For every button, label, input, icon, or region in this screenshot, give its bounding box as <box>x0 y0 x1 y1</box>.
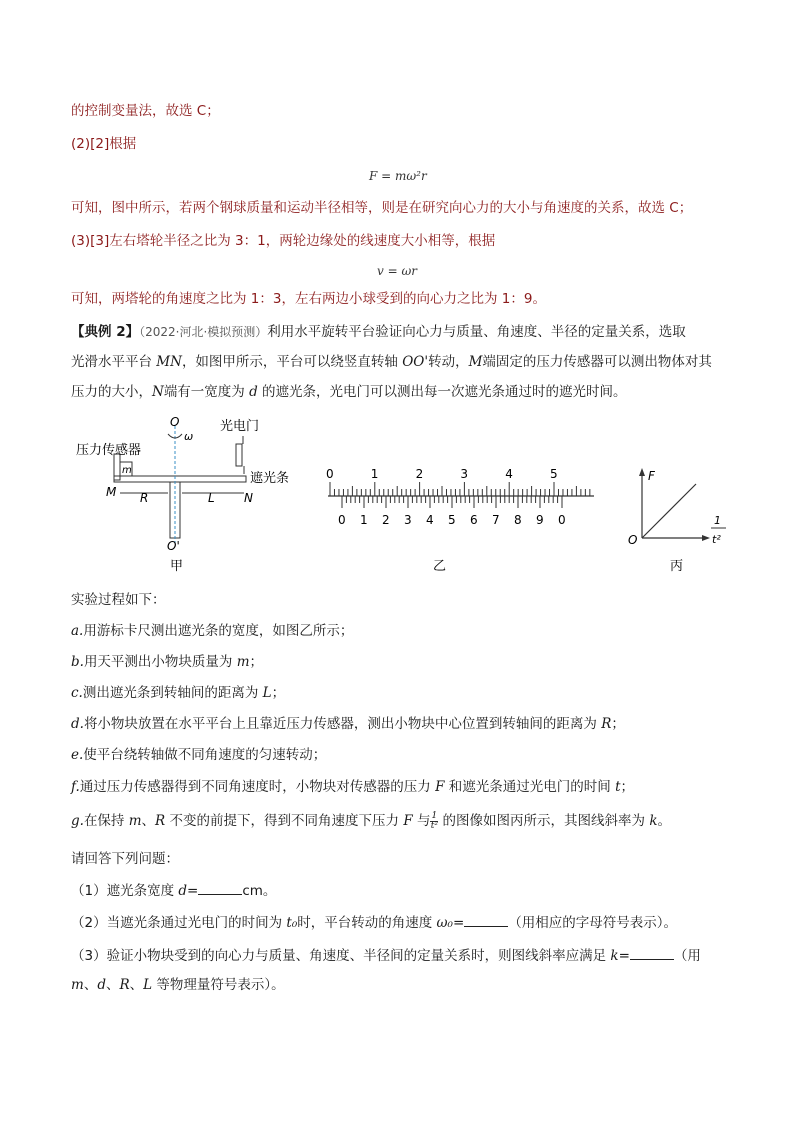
main-scale-ticks <box>330 482 590 496</box>
var-F-g: F <box>403 813 413 829</box>
var-m-end: M <box>468 354 483 370</box>
var-m: m <box>236 654 250 670</box>
label-m: m <box>122 465 132 476</box>
step-a-text: 用游标卡尺测出遮光条的宽度，如图乙所示； <box>83 623 354 639</box>
vernier-scale-label: 6 <box>470 513 478 527</box>
var-oo: OO' <box>402 354 429 370</box>
figure-jia <box>76 415 289 574</box>
example-line-2 <box>71 352 712 372</box>
vernier-scale-ticks <box>342 496 562 508</box>
step-d-text: 将小物块放置在水平平台上且靠近压力传感器，测出小物块中心位置到转轴间的距离为 <box>83 716 602 732</box>
label-L: L <box>208 491 215 505</box>
q3-sep-3: 、 <box>129 977 144 993</box>
axis-x-arrow <box>702 535 710 541</box>
solution-line-4: (3)[3]左右塔轮半径之比为 3：1，两轮边缘处的线速度大小相等，根据 <box>71 233 496 249</box>
platform <box>114 476 246 482</box>
solution-line-2: (2)[2]根据 <box>71 136 137 152</box>
solution-line-3: 可知，图中所示，若两个钢球质量和运动半径相等，则是在研究向心力的大小与角速度的关系，故选 C； <box>71 200 693 216</box>
q3-var-k: k <box>610 948 619 964</box>
caption-jia: 甲 <box>170 559 184 574</box>
q2-eq: = <box>452 915 465 931</box>
q2-var-t0: t₀ <box>286 915 298 931</box>
question-1 <box>71 881 276 901</box>
q3-var-m: m <box>71 977 84 993</box>
label-omega: ω <box>184 430 194 443</box>
step-e <box>71 745 326 765</box>
q2-text-b: 时，平台转动的角速度 <box>297 915 437 931</box>
step-g-c: 不变的前提下，得到不同角速度下压力 <box>165 813 404 829</box>
q2-var-omega0: ω₀ <box>436 915 453 931</box>
label-x-num: 1 <box>714 514 721 527</box>
var-d: d <box>249 384 258 400</box>
example-text-3c: 的遮光条，光电门可以测出每一次遮光条通过时的遮光时间。 <box>257 384 627 400</box>
step-e-label: e. <box>71 747 84 763</box>
step-g-a: 在保持 <box>83 813 129 829</box>
var-mn: MN <box>156 354 182 370</box>
example-text-1: 利用水平旋转平台验证向心力与质量、角速度、半径的定量关系，选取 <box>267 324 686 340</box>
label-F: F <box>648 469 655 483</box>
main-scale-label: 3 <box>460 467 469 481</box>
example-text-2b: ，如图甲所示，平台可以绕竖直转轴 <box>181 354 403 370</box>
var-k: k <box>649 813 658 829</box>
label-strip: 遮光条 <box>250 471 290 486</box>
label-sensor: 压力传感器 <box>76 443 142 458</box>
process-intro: 实验过程如下： <box>71 592 166 608</box>
caption-bing: 丙 <box>670 559 684 574</box>
q3-note-end: 等物理量符号表示）。 <box>152 977 285 993</box>
question-2 <box>71 913 677 933</box>
step-f-label: f. <box>71 779 80 795</box>
vernier-scale-label: 8 <box>514 513 522 527</box>
vernier-scale-label: 9 <box>536 513 544 527</box>
example-text-2a: 光滑水平平台 <box>71 354 157 370</box>
formula-centripetal: F = mω²r <box>369 169 427 183</box>
var-t: t <box>615 779 621 795</box>
label-R: R <box>140 491 149 505</box>
caption-yi: 乙 <box>433 559 447 574</box>
step-b-text: 用天平测出小物块质量为 <box>83 654 237 670</box>
step-g <box>71 811 671 831</box>
q3-var-d: d <box>97 977 106 993</box>
example-line-1 <box>71 322 686 342</box>
q2-text: （2）当遮光条通过光电门的时间为 <box>71 915 287 931</box>
step-c <box>71 683 285 703</box>
example-text-2d: 端固定的压力传感器可以测出物体对其 <box>482 354 712 370</box>
main-scale-label: 4 <box>505 467 513 481</box>
formula-velocity: v = ωr <box>377 264 417 278</box>
step-d-label: d. <box>71 716 84 732</box>
solution-line-1: 的控制变量法，故选 C； <box>71 103 220 119</box>
step-a-label: a. <box>71 623 84 639</box>
gate-left <box>236 444 242 466</box>
q3-sep-1: 、 <box>83 977 98 993</box>
example-line-3 <box>71 382 627 402</box>
var-n-end: N <box>152 384 164 400</box>
label-N: N <box>244 491 253 505</box>
main-scale-labels <box>326 467 558 481</box>
step-f-text: 通过压力传感器得到不同角速度时，小物块对传感器的压力 <box>79 779 436 795</box>
step-g-b: 、 <box>141 813 156 829</box>
step-f <box>71 777 634 797</box>
step-f-mid: 和遮光条通过光电门的时间 <box>444 779 616 795</box>
data-line <box>642 484 696 538</box>
q1-unit: cm。 <box>242 883 277 899</box>
vernier-scale-label: 4 <box>426 513 434 527</box>
step-d <box>71 714 625 734</box>
q3-answer-blank[interactable] <box>630 946 674 960</box>
vernier-scale-label: 1 <box>360 513 368 527</box>
q2-answer-blank[interactable] <box>464 913 508 927</box>
q1-text: （1）遮光条宽度 <box>71 883 179 899</box>
step-b-end: ； <box>249 654 264 670</box>
step-a <box>71 621 353 641</box>
axis-y-arrow <box>639 468 645 476</box>
step-e-text: 使平台绕转轴做不同角速度的匀速转动； <box>83 747 327 763</box>
label-gate: 光电门 <box>220 419 260 434</box>
example-text-3b: 端有一宽度为 <box>163 384 250 400</box>
step-b-label: b. <box>71 654 84 670</box>
label-origin: O <box>628 533 638 547</box>
vernier-scale-label: 3 <box>404 513 412 527</box>
fraction-den: t² <box>430 820 438 831</box>
step-d-end: ； <box>611 716 625 732</box>
main-scale-label: 0 <box>326 467 334 481</box>
solution-line-5: 可知，两塔轮的角速度之比为 1：3，左右两边小球受到的向心力之比为 1：9。 <box>71 291 546 307</box>
vernier-scale-labels <box>338 513 566 527</box>
q3-var-L: L <box>143 977 153 993</box>
example-text-3a: 压力的大小， <box>71 384 152 400</box>
step-g-end: 。 <box>657 813 671 829</box>
q1-answer-blank[interactable] <box>198 881 242 895</box>
q3-sep-2: 、 <box>105 977 120 993</box>
vernier-scale-label: 2 <box>382 513 390 527</box>
var-R: R <box>601 716 612 732</box>
vernier-scale-label: 0 <box>558 513 566 527</box>
q2-note: （用相应的字母符号表示）。 <box>508 915 678 931</box>
vernier-scale-label: 7 <box>492 513 500 527</box>
q3-text: （3）验证小物块受到的向心力与质量、角速度、半径间的定量关系时，则图线斜率应满足 <box>71 948 611 964</box>
q3-var-R: R <box>119 977 130 993</box>
var-R-g: R <box>155 813 166 829</box>
q3-note-start: （用 <box>673 948 701 964</box>
var-F: F <box>435 779 445 795</box>
step-g-d: 与 <box>412 813 431 829</box>
step-g-e: 的图像如图丙所示，其图线斜率为 <box>438 813 650 829</box>
main-scale-label: 1 <box>370 467 379 481</box>
q1-eq: = <box>187 883 199 899</box>
question-3 <box>71 946 701 966</box>
step-g-label: g. <box>71 813 84 829</box>
example-source: （2022·河北·模拟预测） <box>139 325 268 339</box>
questions-intro: 请回答下列问题： <box>71 851 179 867</box>
figure-bing <box>628 468 726 574</box>
vernier-scale-label: 5 <box>448 513 456 527</box>
shaft <box>170 482 180 538</box>
main-scale-label: 2 <box>415 467 424 481</box>
vernier-scale-label: 0 <box>338 513 346 527</box>
step-c-text: 测出遮光条到转轴间的距离为 <box>82 685 263 701</box>
step-f-end: ； <box>620 779 635 795</box>
step-c-end: ； <box>271 685 286 701</box>
figures-row <box>0 410 794 580</box>
label-x-den: t² <box>712 533 721 546</box>
question-3-cont <box>71 975 285 995</box>
fraction-num: 1 <box>431 810 438 821</box>
label-O: O <box>170 415 180 429</box>
main-scale-label: 5 <box>550 467 558 481</box>
label-M: M <box>106 485 117 499</box>
step-b <box>71 652 263 672</box>
label-O-prime: O' <box>167 539 180 553</box>
q3-eq: = <box>618 948 630 964</box>
example-text-2c: 转动， <box>428 354 469 370</box>
q1-var-d: d <box>178 883 188 899</box>
step-c-label: c. <box>71 685 83 701</box>
var-L: L <box>262 685 272 701</box>
figure-yi <box>326 467 594 574</box>
var-m-g: m <box>128 813 142 829</box>
example-tag: 【典例 2】 <box>71 324 140 340</box>
